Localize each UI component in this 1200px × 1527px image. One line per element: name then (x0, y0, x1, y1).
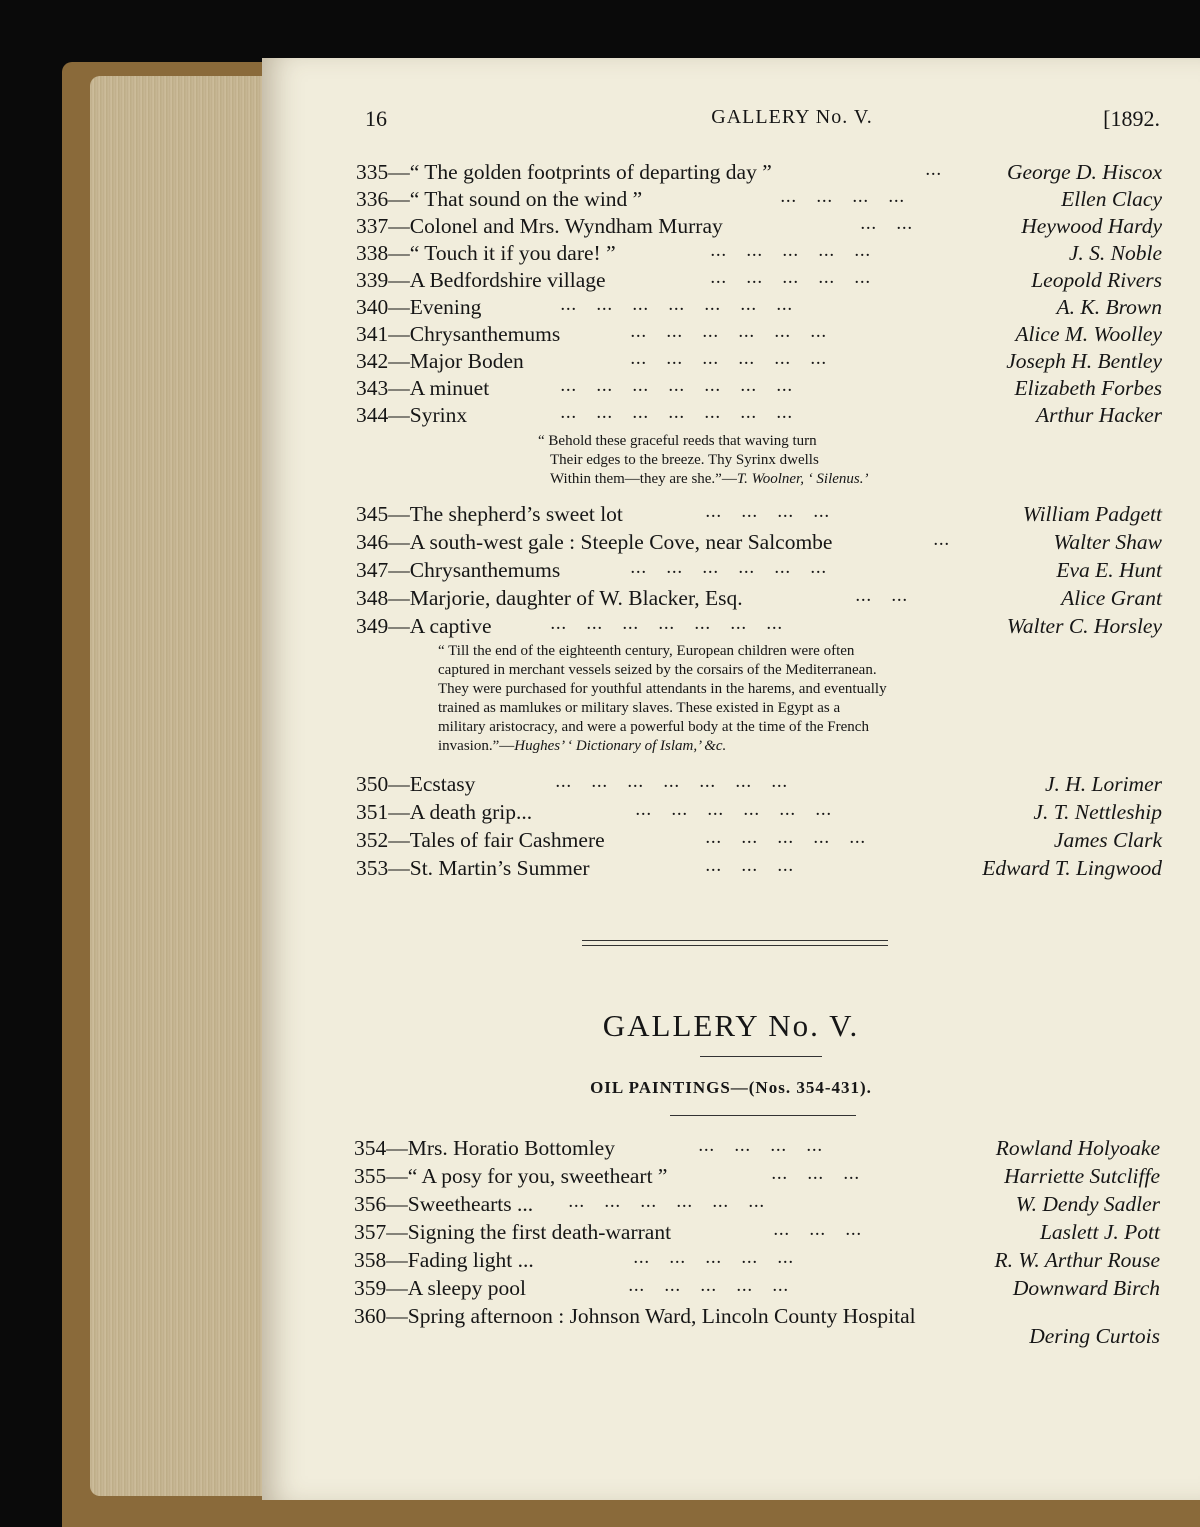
entry-artist: James Clark (1053, 828, 1162, 852)
entry-title: 360—Spring afternoon : Johnson Ward, Lincoln County Hospital (354, 1304, 916, 1328)
leader-dots: ... ... ... (772, 1168, 861, 1183)
entry-artist: J. S. Noble (1068, 241, 1162, 265)
entry-title: 340—Evening (356, 295, 482, 319)
leader-dots: ... ... ... ... ... (634, 1252, 795, 1267)
entry-title: 352—Tales of fair Cashmere (356, 828, 605, 852)
leader-dots: ... ... ... ... ... ... ... (561, 380, 794, 395)
catalogue-entry (356, 320, 1162, 348)
leader-dots: ... ... ... ... ... (711, 245, 872, 260)
catalogue-entry (356, 770, 1162, 798)
entry-title: 342—Major Boden (356, 349, 524, 373)
double-rule-bottom (582, 945, 888, 946)
gallery-title: GALLERY No. V. (602, 1008, 860, 1043)
leader-dots: ... ... ... ... ... (711, 272, 872, 287)
leader-dots: ... ... ... ... ... ... ... (556, 776, 789, 791)
leader-dots: ... ... ... ... ... ... ... (551, 618, 784, 633)
catalogue-entry (356, 374, 1162, 402)
entry-artist: R. W. Arthur Rouse (994, 1248, 1160, 1272)
running-title: GALLERY No. V. (711, 106, 873, 128)
entry-title: 339—A Bedfordshire village (356, 268, 606, 292)
catalogue-entry (356, 826, 1162, 854)
entry-title: 338—“ Touch it if you dare! ” (356, 241, 616, 265)
quote-citation: T. Woolner, ‘ Silenus.’ (736, 471, 869, 487)
leader-dots: ... ... ... ... (781, 191, 906, 206)
catalogue-entry (356, 584, 1162, 612)
quote-line: “ Till the end of the eighteenth century, European children were often (438, 643, 855, 659)
entry-title: 335—“ The golden footprints of departing day ” (356, 160, 772, 184)
catalogue-entry (356, 854, 1162, 882)
catalogue-entry (356, 798, 1162, 826)
entry-title: 349—A captive (356, 614, 492, 638)
entry-artist: Heywood Hardy (1021, 214, 1162, 238)
entry-artist: Alice Grant (1061, 586, 1162, 610)
entry-artist: Edward T. Lingwood (982, 856, 1162, 880)
quote-line: They were purchased for youthful attendants in the harems, and eventually (438, 681, 887, 697)
entry-artist: Arthur Hacker (1036, 403, 1162, 427)
catalogue-entry (354, 1162, 1160, 1190)
entry-title: 336—“ That sound on the wind ” (356, 187, 643, 211)
catalogue-entry (354, 1218, 1160, 1246)
leader-dots: ... ... ... ... ... ... (631, 562, 828, 577)
catalogue-entry (356, 401, 1162, 429)
leader-dots: ... ... ... ... ... ... (631, 326, 828, 341)
entry-title: 351—A death grip... (356, 800, 533, 824)
entry-title: 346—A south-west gale : Steeple Cove, near Salcombe (356, 530, 833, 554)
quote-line (538, 470, 869, 489)
quote-text: invasion.”— (438, 738, 515, 754)
quote-line: captured in merchant vessels seized by the corsairs of the Mediterranean. (438, 662, 877, 678)
entry-title: 341—Chrysanthemums (356, 322, 561, 346)
heading-rule (670, 1115, 856, 1116)
catalogue-entry (356, 266, 1162, 294)
leader-dots: ... ... ... ... (706, 506, 831, 521)
leader-dots: ... ... ... ... ... ... (631, 353, 828, 368)
entry-title: 348—Marjorie, daughter of W. Blacker, Esq. (356, 586, 743, 610)
leader-dots: ... ... ... ... ... ... (636, 804, 833, 819)
catalogue-page (262, 58, 1200, 1500)
page-number: 16 (365, 106, 387, 131)
catalogue-entry (356, 212, 1162, 240)
entry-title: 357—Signing the first death-warrant (354, 1220, 672, 1244)
entry-title: 354—Mrs. Horatio Bottomley (354, 1136, 615, 1160)
catalogue-entry (356, 185, 1162, 213)
quote-line: military aristocracy, and were a powerful body at the time of the French (438, 719, 869, 735)
entry-artist: Eva E. Hunt (1056, 558, 1162, 582)
entry-artist: Joseph H. Bentley (1006, 349, 1162, 373)
leader-dots: ... (934, 534, 951, 549)
entry-artist: Leopold Rivers (1031, 268, 1162, 292)
catalogue-entry (354, 1246, 1160, 1274)
quote-citation: Hughes’ ‘ Dictionary of Islam,’ &c. (514, 738, 727, 754)
leader-dots: ... ... ... ... ... ... ... (561, 407, 794, 422)
catalogue-entry (356, 612, 1162, 640)
entry-artist: Laslett J. Pott (1039, 1220, 1160, 1244)
catalogue-entry (356, 239, 1162, 267)
entry-artist: Walter Shaw (1053, 530, 1162, 554)
page-edges (90, 76, 272, 1496)
entry-title: 347—Chrysanthemums (356, 558, 561, 582)
catalogue-entry (354, 1190, 1160, 1218)
catalogue-entry (356, 293, 1162, 321)
entry-artist: J. T. Nettleship (1033, 800, 1162, 824)
quote-line: “ Behold these graceful reeds that waving turn (538, 433, 817, 449)
entry-artist: Downward Birch (1012, 1276, 1160, 1300)
catalogue-entry (354, 1134, 1160, 1162)
section-heading: OIL PAINTINGS—(Nos. 354-431). (590, 1078, 872, 1097)
leader-dots: ... ... ... ... ... (706, 832, 867, 847)
title-rule (700, 1056, 822, 1057)
leader-dots: ... ... ... (774, 1224, 863, 1239)
leader-dots: ... (926, 164, 943, 179)
syrinx-quote (538, 432, 869, 489)
catalogue-entry (356, 158, 1162, 186)
entry-artist: Harriette Sutcliffe (1004, 1164, 1160, 1188)
leader-dots: ... ... ... ... ... (629, 1280, 790, 1295)
entry-artist: William Padgett (1022, 502, 1162, 526)
leader-dots: ... ... (856, 590, 909, 605)
entry-artist: J. H. Lorimer (1044, 772, 1162, 796)
entry-title: 344—Syrinx (356, 403, 468, 427)
entry-artist: Alice M. Woolley (1015, 322, 1162, 346)
catalogue-entry (356, 347, 1162, 375)
entry-title: 350—Ecstasy (356, 772, 476, 796)
quote-line: trained as mamlukes or military slaves. These existed in Egypt as a (438, 700, 841, 716)
catalogue-entry (356, 528, 1162, 556)
leader-dots: ... ... ... ... ... ... ... (561, 299, 794, 314)
quote-text: Within them—they are she.”— (550, 471, 737, 487)
entry-title: 337—Colonel and Mrs. Wyndham Murray (356, 214, 723, 238)
entry-artist: George D. Hiscox (1006, 160, 1162, 184)
double-rule-top (582, 940, 888, 941)
quote-line (438, 737, 887, 756)
entry-title: 343—A minuet (356, 376, 490, 400)
leader-dots: ... ... ... ... (699, 1140, 824, 1155)
entry-artist: Ellen Clacy (1061, 187, 1162, 211)
entry-artist: Dering Curtois (1029, 1324, 1160, 1348)
entry-title: 345—The shepherd’s sweet lot (356, 502, 623, 526)
entry-title: 358—Fading light ... (354, 1248, 534, 1272)
leader-dots: ... ... (861, 218, 914, 233)
catalogue-entry (356, 500, 1162, 528)
quote-line: Their edges to the breeze. Thy Syrinx dwells (550, 452, 819, 468)
entry-title: 353—St. Martin’s Summer (356, 856, 590, 880)
catalogue-entry (354, 1274, 1160, 1302)
catalogue-entry (356, 556, 1162, 584)
entry-artist: Walter C. Horsley (1006, 614, 1162, 638)
captive-quote (438, 642, 887, 756)
entry-artist: W. Dendy Sadler (1015, 1192, 1160, 1216)
year-label: [1892. (1103, 106, 1160, 131)
entry-title: 356—Sweethearts ... (354, 1192, 534, 1216)
entry-artist: Elizabeth Forbes (1014, 376, 1162, 400)
entry-artist: A. K. Brown (1056, 295, 1162, 319)
leader-dots: ... ... ... ... ... ... (569, 1196, 766, 1211)
entry-title: 359—A sleepy pool (354, 1276, 526, 1300)
leader-dots: ... ... ... (706, 860, 795, 875)
entry-artist: Rowland Holyoake (995, 1136, 1160, 1160)
entry-title: 355—“ A posy for you, sweetheart ” (354, 1164, 668, 1188)
